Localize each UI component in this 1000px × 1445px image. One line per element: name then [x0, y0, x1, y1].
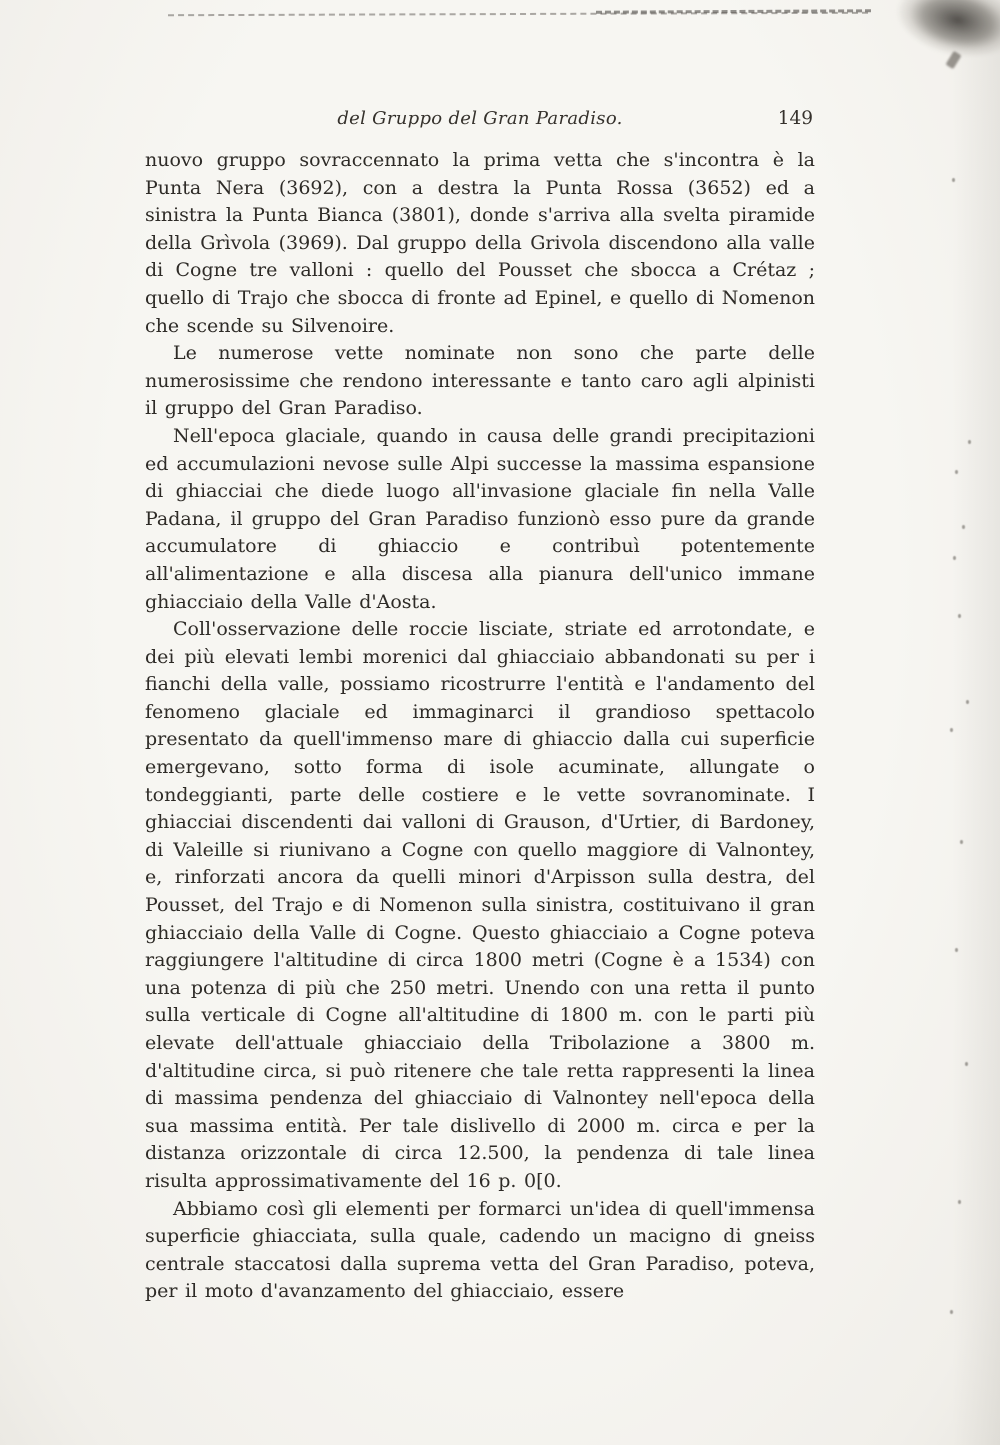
page-header [145, 108, 815, 134]
scan-speck [952, 178, 955, 182]
scan-speck [950, 1310, 953, 1314]
paragraph-3: Nell'epoca glaciale, quando in causa delle grandi precipitazioni ed accumulazioni nevose sulle Alpi successe la massima espansione di ghiacciai che diede luogo all'invasione glaciale fin nella Valle Padana, il gruppo del Gran Paradiso funzionò esso pure da grande accumulatore di ghiaccio e contribuì potentemente all'alimentazione e alla discesa alla pianura dell'unico immane ghiacciaio della Valle d'Aosta. [145, 424, 815, 613]
scan-artifact-edge-shadow [952, 0, 1000, 1445]
scan-speck [955, 470, 958, 474]
scan-speck [958, 1200, 961, 1204]
paragraph-1: nuovo gruppo sovraccennato la prima vetta che s'incontra è la Punta Nera (3692), con a destra la Punta Rossa (3652) ed a sinistra la Punta Bianca (3801), donde s'arriva alla svelta piramide della Grìvola (3969). Dal gruppo della Grivola discendono alla valle di Cogne tre valloni : quello del Pousset che sbocca a Crétaz ; quello di Trajo che sbocca di fronte ad Epinel, e quello di Nomenon che scende su Silvenoire. [145, 149, 815, 337]
scan-speck [950, 728, 953, 732]
paragraph-5: Abbiamo così gli elementi per formarci un'idea di quell'immensa superficie ghiacciata, sulla quale, cadendo un macigno di gneiss centrale staccatosi dalla suprema vetta del Gran Paradiso, poteva, per il moto d'avanzamento del ghiacciaio, essere [145, 1197, 815, 1303]
scan-speck [962, 525, 965, 529]
scan-speck [953, 556, 956, 560]
running-title: del Gruppo del Gran Paradiso. [337, 108, 623, 129]
page-text [145, 147, 815, 1306]
scan-speck [958, 614, 961, 618]
scan-speck [968, 440, 971, 444]
scan-speck [955, 948, 958, 952]
page-number: 149 [777, 108, 813, 129]
paragraph-2: Le numerose vette nominate non sono che parte delle numerosissime che rendono interessante e tanto caro agli alpinisti il gruppo del Gran Paradiso. [145, 342, 815, 420]
scan-speck [960, 840, 963, 844]
scan-speck [966, 700, 969, 704]
paragraph-4: Coll'osservazione delle roccie lisciate, striate ed arrotondate, e dei più elevati lembi morenici dal ghiacciaio abbandonati su per i fianchi della valle, possiamo ricostrurre l'entità e l'andamento del fenomeno glaciale ed immaginarci il grandioso spettacolo presentato da quell'immenso mare di ghiaccio dalla cui superficie emergevano, sotto forma di isole acuminate, allungate o tondeggianti, parte delle costiere e le vette sovranominate. I ghiacciai discendenti dai valloni di Grauson, d'Urtier, di Bardoney, di Valeille si riunivano a Cogne con quello maggiore di Valnontey, e, rinforzati ancora da quelli minori d'Arpisson sulla destra, del Pousset, del Trajo e di Nomenon sulla sinistra, costituivano il gran ghiacciaio della Valle di Cogne. Questo ghiacciaio a Cogne poteva raggiungere l'altitudine di circa 1800 metri (Cogne è a 1534) con una potenza di più che 250 metri. Unendo con una retta il punto sulla verticale di Cogne all'altitudine di 1800 m. con le parti più elevate dell'attuale ghiacciaio della Tribolazione a 3800 m. d'altitudine circa, si può ritenere che tale retta rappresenti la linea di massima pendenza del ghiacciaio di Valnontey nell'epoca della sua massima entità. Per tale dislivello di 2000 m. circa e per la distanza orizzontale di circa 12.500, la pendenza di tale linea risulta approssimativamente del 16 p. 0[0. [145, 618, 815, 1192]
scan-speck [965, 1062, 968, 1066]
